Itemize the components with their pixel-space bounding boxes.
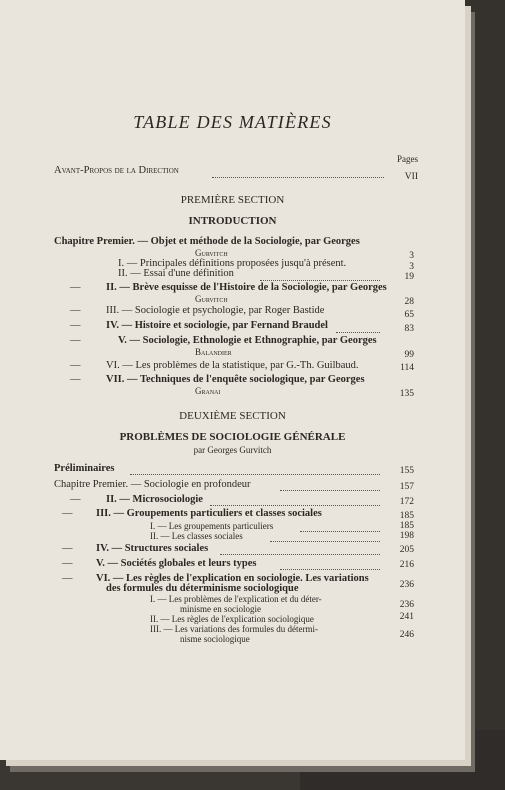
s1-ch2-author: Gurvitch	[195, 294, 228, 304]
s1-ch6-page: 114	[400, 363, 414, 373]
section2-heading: PROBLÈMES DE SOCIOLOGIE GÉNÉRALE	[119, 431, 346, 443]
s1-sub1-page: 3	[409, 262, 414, 272]
s2-ch4-page: 205	[399, 545, 414, 555]
leader-dots	[336, 332, 380, 333]
s1-ch4: IV. — Histoire et sociologie, par Fernand Braudel	[106, 320, 328, 331]
s1-sub2-page: 19	[404, 272, 414, 282]
s1-ch2-page: 28	[404, 297, 414, 307]
s2-ch6-sub2: II. — Les règles de l'explication sociologique	[150, 614, 314, 624]
s2-ch6-sub3-page: 246	[399, 630, 414, 640]
s2-ch2: II. — Microsociologie	[106, 494, 203, 505]
dash: —	[70, 360, 81, 371]
section1-heading: INTRODUCTION	[188, 215, 277, 227]
section2-author: par Georges Gurvitch	[193, 445, 272, 455]
s1-ch2-title: II. — Brève esquisse de l'Histoire de la Sociologie, par Georges	[106, 282, 387, 293]
s1-sub2: II. — Essai d'une définition	[118, 268, 234, 279]
s2-prelim: Préliminaires	[54, 463, 115, 474]
section2-label: DEUXIÈME SECTION	[179, 410, 286, 422]
s1-ch1-page: 3	[409, 251, 414, 261]
s1-ch5-author: Balandier	[195, 347, 232, 357]
s2-ch1-page: 157	[399, 482, 414, 492]
s2-ch6-page: 236	[399, 580, 414, 590]
section1-label: PREMIÈRE SECTION	[180, 194, 285, 206]
s2-ch3-sub1-page: 185	[399, 521, 414, 531]
s1-ch4-page: 83	[404, 324, 414, 334]
dash: —	[70, 320, 81, 331]
s2-ch1: Chapitre Premier. — Sociologie en profondeur	[54, 479, 251, 490]
s1-ch7-author: Granai	[195, 386, 221, 396]
dash: —	[70, 374, 81, 385]
leader-dots	[260, 280, 380, 281]
s2-ch6-sub1: I. — Les problèmes de l'explication et du déter-	[150, 594, 322, 604]
dash: —	[62, 543, 73, 554]
s2-ch3-page: 185	[399, 511, 414, 521]
s2-ch6-sub1-cont: minisme en sociologie	[180, 604, 261, 614]
dash: —	[70, 335, 81, 346]
s2-ch5: V. — Sociétés globales et leurs types	[96, 558, 257, 569]
s1-ch6: VI. — Les problèmes de la statistique, par G.-Th. Guilbaud.	[106, 360, 359, 371]
s2-ch4: IV. — Structures sociales	[96, 543, 209, 554]
s2-ch6-sub1-page: 236	[399, 600, 414, 610]
s1-ch7-page: 135	[399, 389, 414, 399]
s1-ch1-author: Gurvitch	[195, 248, 228, 258]
s2-ch3: III. — Groupements particuliers et classes sociales	[96, 508, 322, 519]
s1-ch3: III. — Sociologie et psychologie, par Roger Bastide	[106, 305, 325, 316]
page-title: TABLE DES MATIÈRES	[133, 112, 332, 132]
s2-ch5-page: 216	[399, 560, 414, 570]
s2-ch6-sub3-cont: nisme sociologique	[180, 634, 250, 644]
s1-ch5-page: 99	[404, 350, 414, 360]
s2-ch6-sub3: III. — Les variations des formules du détermi-	[150, 624, 318, 634]
leader-dots	[280, 569, 380, 570]
s2-ch6-title-cont: des formules du déterminisme sociologique	[106, 583, 299, 594]
s2-prelim-page: 155	[399, 466, 414, 476]
leader-dots	[280, 490, 380, 491]
dash: —	[62, 573, 73, 584]
dash: —	[70, 282, 81, 293]
s1-ch3-page: 65	[404, 310, 414, 320]
leader-dots	[212, 177, 384, 178]
s2-ch6-title: VI. — Les règles de l'explication en sociologie. Les variations	[96, 573, 369, 584]
s2-ch6-sub2-page: 241	[399, 612, 414, 622]
leader-dots	[220, 554, 380, 555]
s2-ch3-sub2: II. — Les classes sociales	[150, 531, 243, 541]
s2-ch3-sub1: I. — Les groupements particuliers	[150, 521, 274, 531]
avant-propos-label: Avant-Propos de la Direction	[54, 165, 179, 176]
s1-sub1: I. — Principales définitions proposées jusqu'à présent.	[118, 258, 347, 269]
pages-header: Pages	[397, 154, 418, 164]
s2-ch2-page: 172	[399, 497, 414, 507]
s1-ch7-title: VII. — Techniques de l'enquête sociologique, par Georges	[106, 374, 365, 385]
s1-ch5-title: V. — Sociologie, Ethnologie et Ethnographie, par Georges	[118, 335, 377, 346]
dash: —	[62, 508, 73, 519]
dash: —	[62, 558, 73, 569]
dash: —	[70, 494, 81, 505]
s2-ch3-sub2-page: 198	[399, 531, 414, 541]
avant-propos-page: VII	[404, 172, 418, 182]
s1-ch1-title: Chapitre Premier. — Objet et méthode de la Sociologie, par Georges	[54, 236, 360, 247]
leader-dots	[210, 505, 380, 506]
leader-dots	[270, 541, 380, 542]
leader-dots	[130, 474, 380, 475]
dash: —	[70, 305, 81, 316]
background-edge	[465, 0, 505, 790]
leader-dots	[300, 531, 380, 532]
